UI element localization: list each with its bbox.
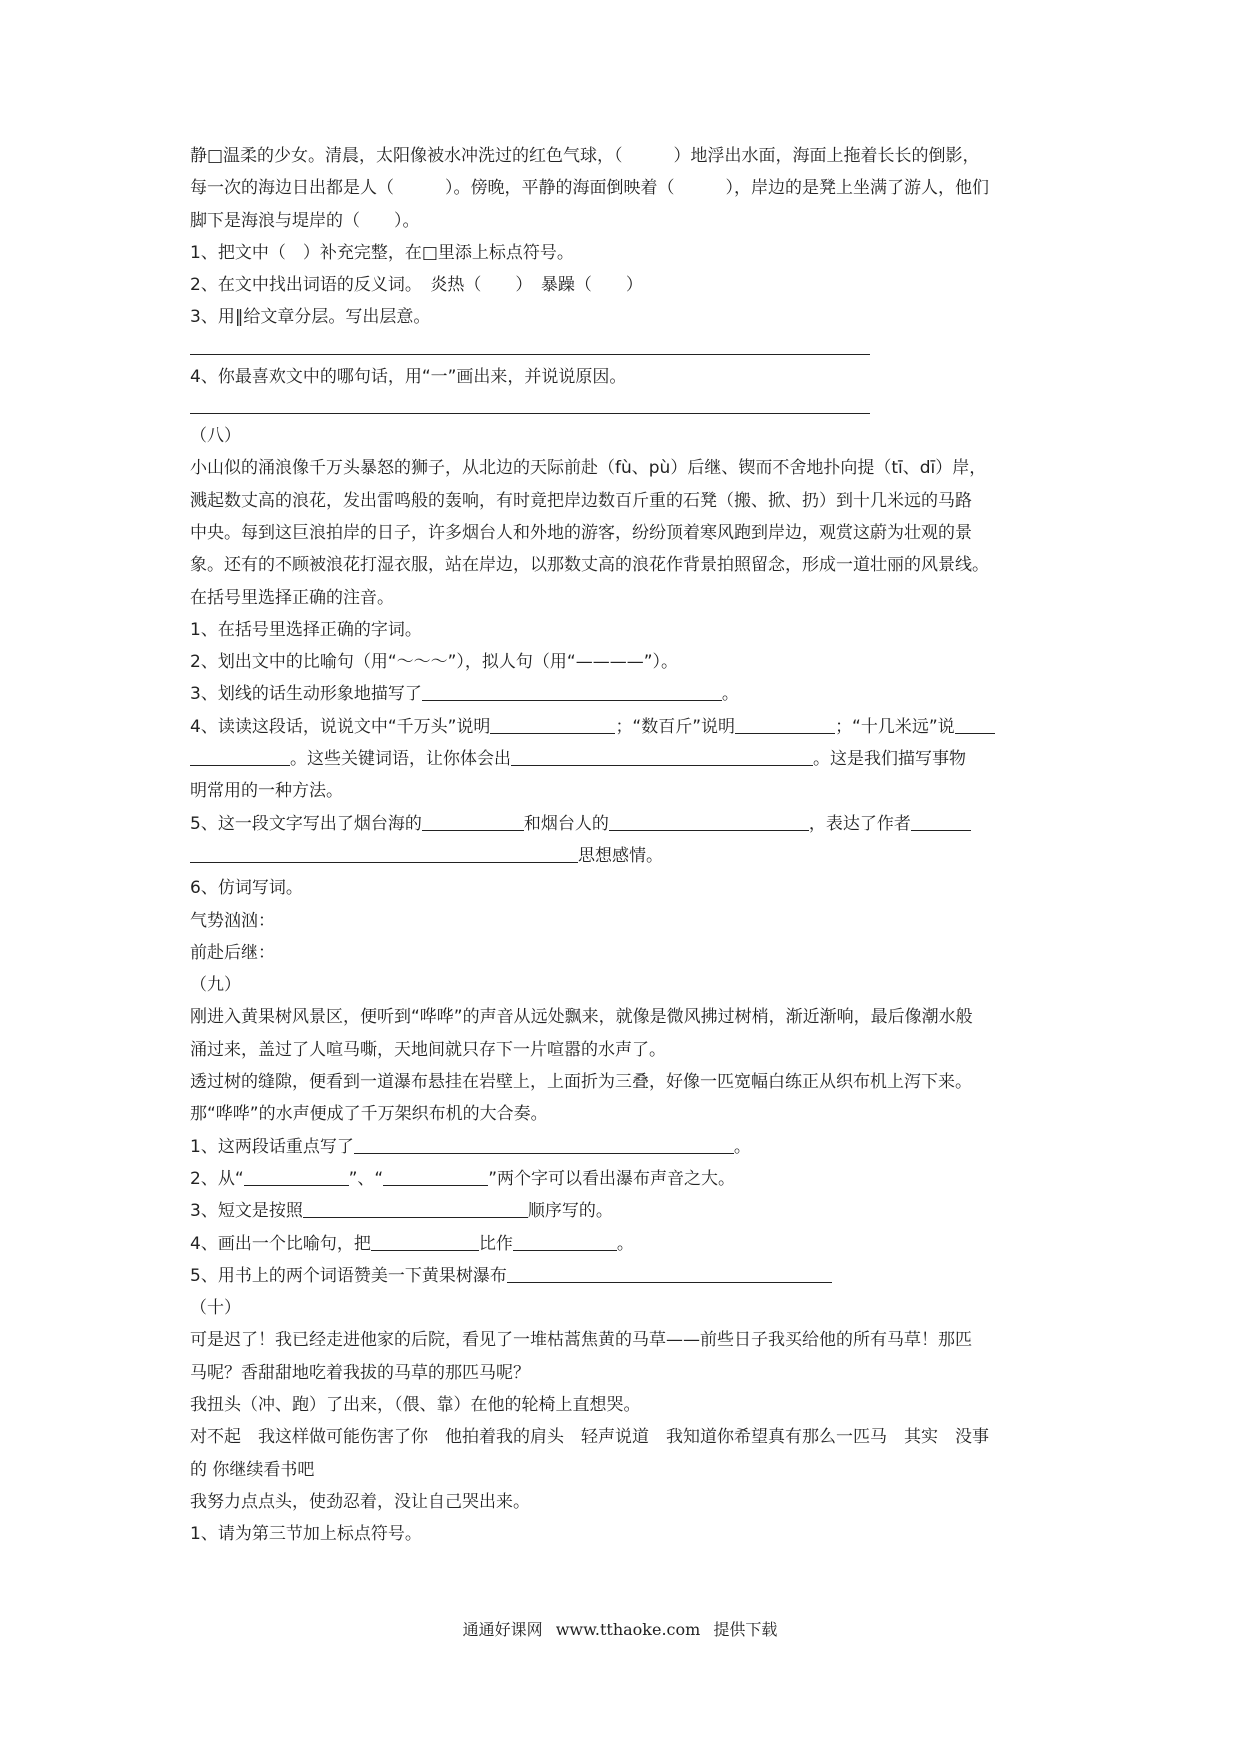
question-5 — [190, 808, 1065, 840]
fill-blank — [422, 682, 722, 701]
answer-line — [190, 393, 870, 414]
fill-blank — [911, 812, 971, 831]
passage-line: 中央。每到这巨浪拍岸的日子，许多烟台人和外地的游客，纷纷顶着寒风跑到岸边，观赏这蔚为壮观的景 — [190, 522, 972, 543]
passage-line: 象。还有的不顾被浪花打湿衣服，站在岸边，以那数丈高的浪花作背景拍照留念，形成一道壮丽的风景线。 — [190, 555, 989, 576]
question-3 — [190, 1195, 1065, 1227]
question-text: 。这是我们描写事物 — [813, 749, 966, 770]
question-text: 。 — [733, 1136, 751, 1157]
question-1: 1、把文中（ ）补充完整，在□里添上标点符号。 — [190, 242, 574, 263]
passage-line: 每一次的海边日出都是人（ ）。傍晚，平静的海面倒映着（ ），岸边的是凳上坐满了游人，他们 — [190, 178, 989, 199]
question-text: 比作 — [478, 1233, 513, 1254]
question-1: 1、在括号里选择正确的字词。 — [190, 619, 422, 640]
question-text: 。 — [616, 1233, 634, 1254]
question-3: 3、用‖给文章分层。写出层意。 — [190, 307, 431, 328]
footer-suffix: 提供下载 — [713, 1620, 778, 1639]
question-text: 3、划线的话生动形象地描写了 — [190, 684, 422, 705]
passage-line: 透过树的缝隙，便看到一道瀑布悬挂在岩壁上，上面折为三叠，好像一匹宽幅白练正从织布机上泻下来。 — [190, 1072, 972, 1093]
passage-line: 溅起数丈高的浪花，发出雷鸣般的轰响，有时竟把岸边数百斤重的石凳（搬、掀、扔）到十几米远的马路 — [190, 490, 972, 511]
question-2: 2、在文中找出词语的反义词。 炎热（ ） 暴躁（ ） — [190, 275, 643, 296]
question-6: 6、仿词写词。 — [190, 878, 303, 899]
question-4-cont: 明常用的一种方法。 — [190, 781, 343, 802]
fill-blank — [354, 1135, 734, 1154]
fill-blank — [955, 715, 995, 734]
fill-blank — [507, 1264, 832, 1283]
question-text: 思想感情。 — [578, 845, 663, 866]
footer-site: 通通好课网 — [462, 1620, 543, 1639]
fill-blank — [513, 1232, 617, 1251]
passage-line: 小山似的涌浪像千万头暴怒的狮子，从北边的天际前赴（fù、pù）后继、锲而不舍地扑向提（tī、dī）岸， — [190, 458, 987, 479]
passage-line: 脚下是海浪与堤岸的（ ）。 — [190, 210, 420, 231]
section-heading: （十） — [190, 1298, 241, 1319]
question-text: 和烟台人的 — [523, 813, 609, 834]
passage-line: 我扭头（冲、跑）了出来，（偎、靠）在他的轮椅上直想哭。 — [190, 1394, 641, 1415]
question-4 — [190, 1228, 1065, 1260]
fill-blank — [609, 812, 809, 831]
question-text: 4、读读这段话，说说文中“千万头”说明 — [190, 716, 491, 737]
fill-blank — [190, 844, 578, 863]
question-text: 。 — [721, 684, 739, 705]
fill-blank — [303, 1199, 528, 1218]
question-1 — [190, 1131, 1065, 1163]
section-heading: （九） — [190, 975, 241, 996]
passage-line: 马呢？香甜甜地吃着我拔的马草的那匹马呢？ — [190, 1362, 530, 1383]
passage-line: 刚进入黄果树风景区，便听到“哗哗”的声音从远处飘来，就像是微风拂过树梢，渐近渐响，最后像潮水般 — [190, 1007, 973, 1028]
word-prompt: 前赴后继： — [190, 942, 275, 963]
question-text: ，表达了作者 — [808, 813, 911, 834]
question-text: 4、画出一个比喻句，把 — [190, 1233, 371, 1254]
passage-line: 对不起 我这样做可能伤害了你 他拍着我的肩头 轻声说道 我知道你希望真有那么一匹马 其实 没事 — [190, 1427, 989, 1448]
fill-blank — [490, 715, 615, 734]
fill-blank — [244, 1167, 349, 1186]
fill-blank — [511, 747, 813, 766]
fill-blank — [735, 715, 835, 734]
question-text: ；“数百斤”说明 — [615, 716, 736, 737]
question-text: 5、用书上的两个词语赞美一下黄果树瀑布 — [190, 1265, 507, 1286]
fill-blank — [383, 1167, 488, 1186]
question-2: 2、划出文中的比喻句（用“～～～”），拟人句（用“————”）。 — [190, 652, 679, 673]
question-text: 顺序写的。 — [527, 1201, 613, 1222]
question-text: ”两个字可以看出瀑布声音之大。 — [488, 1168, 736, 1189]
question-text: ；“十几米远”说 — [835, 716, 955, 737]
question-text: 。这些关键词语，让你体会出 — [290, 749, 511, 770]
question-4 — [190, 711, 1065, 743]
section-heading: （八） — [190, 426, 241, 447]
passage-line: 涌过来，盖过了人喧马嘶，天地间就只存下一片喧嚣的水声了。 — [190, 1039, 666, 1060]
question-4-cont — [190, 743, 1065, 775]
passage-line: 那“哗哗”的水声便成了千万架织布机的大合奏。 — [190, 1104, 548, 1125]
answer-line — [190, 334, 870, 355]
fill-blank — [371, 1232, 479, 1251]
fill-blank — [422, 812, 524, 831]
question-text: 5、这一段文字写出了烟台海的 — [190, 813, 422, 834]
question-5 — [190, 1260, 1065, 1292]
page-footer — [0, 1617, 1240, 1640]
passage-line: 静□温柔的少女。清晨，太阳像被水冲洗过的红色气球，（ ）地浮出水面，海面上拖着长长的倒影， — [190, 146, 980, 166]
question-2 — [190, 1163, 1065, 1195]
passage-line: 的 你继续看书吧 — [190, 1459, 315, 1480]
question-3 — [190, 678, 1065, 710]
question-text: 2、从“ — [190, 1168, 244, 1189]
instruction-line: 在括号里选择正确的注音。 — [190, 587, 394, 608]
question-text: ”、“ — [348, 1168, 384, 1189]
question-4: 4、你最喜欢文中的哪句话，用“一”画出来，并说说原因。 — [190, 366, 627, 387]
question-1: 1、请为第三节加上标点符号。 — [190, 1524, 422, 1545]
word-prompt: 气势汹汹： — [190, 910, 275, 931]
footer-url: www.tthaoke.com — [555, 1620, 701, 1639]
passage-line: 可是迟了！我已经走进他家的后院，看见了一堆枯蒿焦黄的马草——前些日子我买给他的所有马草！那匹 — [190, 1330, 972, 1351]
question-text: 3、短文是按照 — [190, 1201, 303, 1222]
fill-blank — [190, 747, 290, 766]
passage-line: 我努力点点头，使劲忍着，没让自己哭出来。 — [190, 1491, 530, 1512]
question-text: 1、这两段话重点写了 — [190, 1136, 354, 1157]
worksheet-page — [190, 140, 1065, 1550]
question-5-cont — [190, 840, 1065, 872]
